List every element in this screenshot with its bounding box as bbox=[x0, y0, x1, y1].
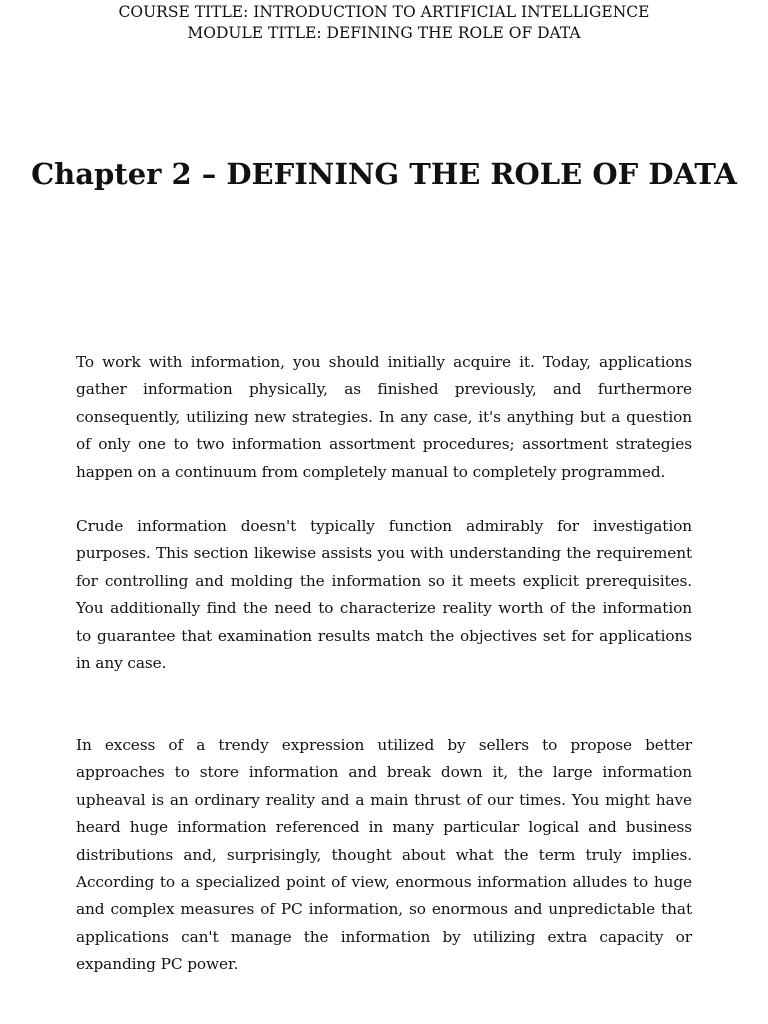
paragraph-2: Crude information doesn't typically function admirably for investigation purposes. This section likewise assists you with understanding the requirement for controlling and molding the information so it meets explicit prerequisites. You additionally find the need to characterize reality worth of the information to guarantee that examination results match the objectives set for applications in any case. bbox=[76, 517, 692, 673]
paragraph-1-container bbox=[76, 349, 692, 486]
paragraph-3-container bbox=[76, 732, 692, 979]
course-title: COURSE TITLE: INTRODUCTION TO ARTIFICIAL INTELLIGENCE bbox=[118, 3, 650, 21]
chapter-title: Chapter 2 – DEFINING THE ROLE OF DATA bbox=[31, 157, 737, 191]
module-title: MODULE TITLE: DEFINING THE ROLE OF DATA bbox=[187, 24, 581, 42]
paragraph-3: In excess of a trendy expression utilized by sellers to propose better approaches to store information and break down it, the large information upheaval is an ordinary reality and a main thrust of our times. You might have heard huge information referenced in many particular logical and business distributions and, surprisingly, thought about what the term truly implies. According to a specialized point of view, enormous information alludes to huge and complex measures of PC information, so enormous and unpredictable that applications can't manage the information by utilizing extra capacity or expanding PC power. bbox=[76, 736, 692, 974]
page-header bbox=[0, 2, 768, 44]
paragraph-2-container bbox=[76, 513, 692, 677]
paragraph-1: To work with information, you should initially acquire it. Today, applications gather information physically, as finished previously, and furthermore consequently, utilizing new strategies. In any case, it's anything but a question of only one to two information assortment procedures; assortment strategies happen on a continuum from completely manual to completely programmed. bbox=[76, 353, 692, 481]
